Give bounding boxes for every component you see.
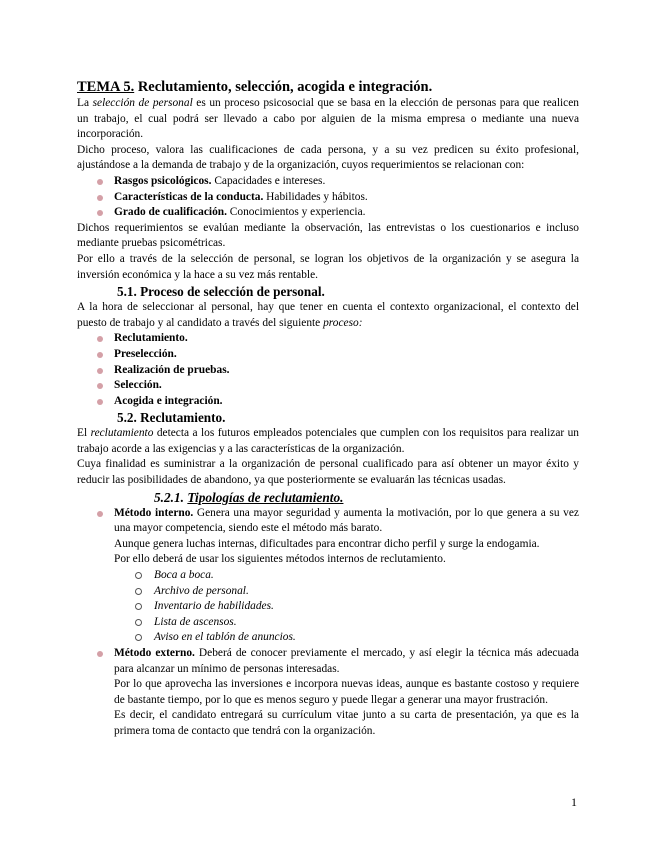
sublist-item: Boca a boca. [154,568,579,584]
page-content [77,78,579,740]
subsection-title: Tipologías de reclutamiento. [187,489,344,505]
text-fragment: detecta a los futuros empleados potenciales que cumplen con los requisitos para realizar un trabajo acorde a las exigencias y a las características de la organización. [77,427,579,455]
term-emphasis: reclutamiento [90,427,154,440]
recruitment-types-list [77,506,579,740]
sublist-item: Aviso en el tablón de anuncios. [154,630,579,646]
item-bold: Rasgos psicológicos. [114,174,212,187]
text-fragment: El [77,427,91,440]
internal-methods-sublist [114,568,579,646]
step-label: Preselección. [114,347,177,360]
external-method-continuation-2: Es decir, el candidato entregará su currículum vitae junto a su carta de presentación, ya que es la primera toma de contacto que tendrá con la organización. [114,709,579,737]
internal-method-continuation-1: Aunque genera luchas internas, dificultades para encontrar dicho perfil y surge la endogamia. [114,537,540,550]
section-5-1-paragraph [77,300,579,331]
item-text: Habilidades y hábitos. [263,190,368,203]
item-text: Deberá de conocer previamente el mercado, y así elegir la técnica más adecuada para alcanzar un mínimo de personas interesadas. [114,647,579,675]
list-item [114,363,579,379]
list-item [114,205,579,221]
section-heading-5-2: 5.2. Reclutamiento. [117,410,226,426]
list-item [114,347,579,363]
list-item-internal-method [114,506,579,646]
intro-paragraph-4: Por ello a través de la selección de personal, se logran los objetivos de la organización y se asegura la inversión económica y la hace a su vez más rentable. [77,252,579,281]
page-number: 1 [571,795,577,809]
external-method-continuation-1: Por lo que aprovecha las inversiones e incorpora nuevas ideas, aunque es bastante costoso y requiere de bastante tiempo, por lo que es menos seguro y puede llegar a generar una mayor frustración. [114,678,579,706]
item-bold: Grado de cualificación. [114,206,227,219]
step-label: Realización de pruebas. [114,363,230,376]
sublist-item: Archivo de personal. [154,584,579,600]
item-text: Conocimientos y experiencia. [226,206,366,219]
step-label: Reclutamiento. [114,332,188,345]
list-item [114,331,579,347]
requirements-list [77,174,579,221]
item-bold: Método externo. [114,647,195,659]
subsection-heading-5-2-1 [77,489,579,506]
item-bold: Método interno. [114,506,194,519]
step-label: Selección. [114,379,162,392]
step-label: Acogida e integración. [114,394,223,407]
internal-method-continuation-2: Por ello deberá de usar los siguientes métodos internos de reclutamiento. [114,553,446,566]
process-steps-list [77,331,579,409]
subsection-number: 5.2.1. [154,489,184,505]
text-fragment: A la hora de seleccionar al personal, hay que tener en cuenta el contexto organizacional, el contexto del puesto de trabajo y al candidato a través del siguiente [77,301,579,329]
intro-paragraph-1 [77,96,579,143]
list-item [114,378,579,394]
list-item [114,394,579,410]
intro-paragraph-3: Dichos requerimientos se evalúan mediante la observación, las entrevistas o los cuestionarios e incluso mediante pruebas psicométricas. [77,221,579,250]
term-emphasis: selección de personal [92,97,193,109]
item-bold: Características de la conducta. [114,190,264,203]
section-5-2-paragraph-2: Cuya finalidad es suministrar a la organización de personal cualificado para así obtener un mayor éxito y reducir las posibilidades de abandono, ya que posteriormente se evaluarán las técnicas usadas. [77,458,579,487]
item-text: Capacidades e intereses. [211,174,326,187]
list-item-external-method [114,646,579,740]
title-number: TEMA 5. [77,79,135,95]
section-heading-5-1: 5.1. Proceso de selección de personal. [117,284,325,300]
text-fragment: es un proceso psicosocial que se basa en la elección de personas para que realicen un trabajo, el cual podrá ser llevado a cabo por alguien de la misma empresa o mediante una nueva incorporación. [77,97,579,141]
sublist-item: Inventario de habilidades. [154,599,579,615]
section-5-2-paragraph-1 [77,426,579,457]
item-text: Genera una mayor seguridad y aumenta la motivación, por lo que genera a su vez una mayor competencia, siendo este el método más barato. [114,506,579,535]
term-emphasis: proceso: [323,316,363,329]
title-text: Reclutamiento, selección, acogida e integración. [134,79,433,95]
sublist-item: Lista de ascensos. [154,615,579,631]
list-item [114,190,579,206]
list-item [114,174,579,190]
text-fragment: La [77,97,93,109]
intro-paragraph-2: Dicho proceso, valora las cualificaciones de cada persona, y a su vez predicen su éxito profesional, ajustándose a la demanda de trabajo y de la organización, cuyos requerimientos se relacionan con: [77,143,579,172]
document-title [77,78,579,96]
